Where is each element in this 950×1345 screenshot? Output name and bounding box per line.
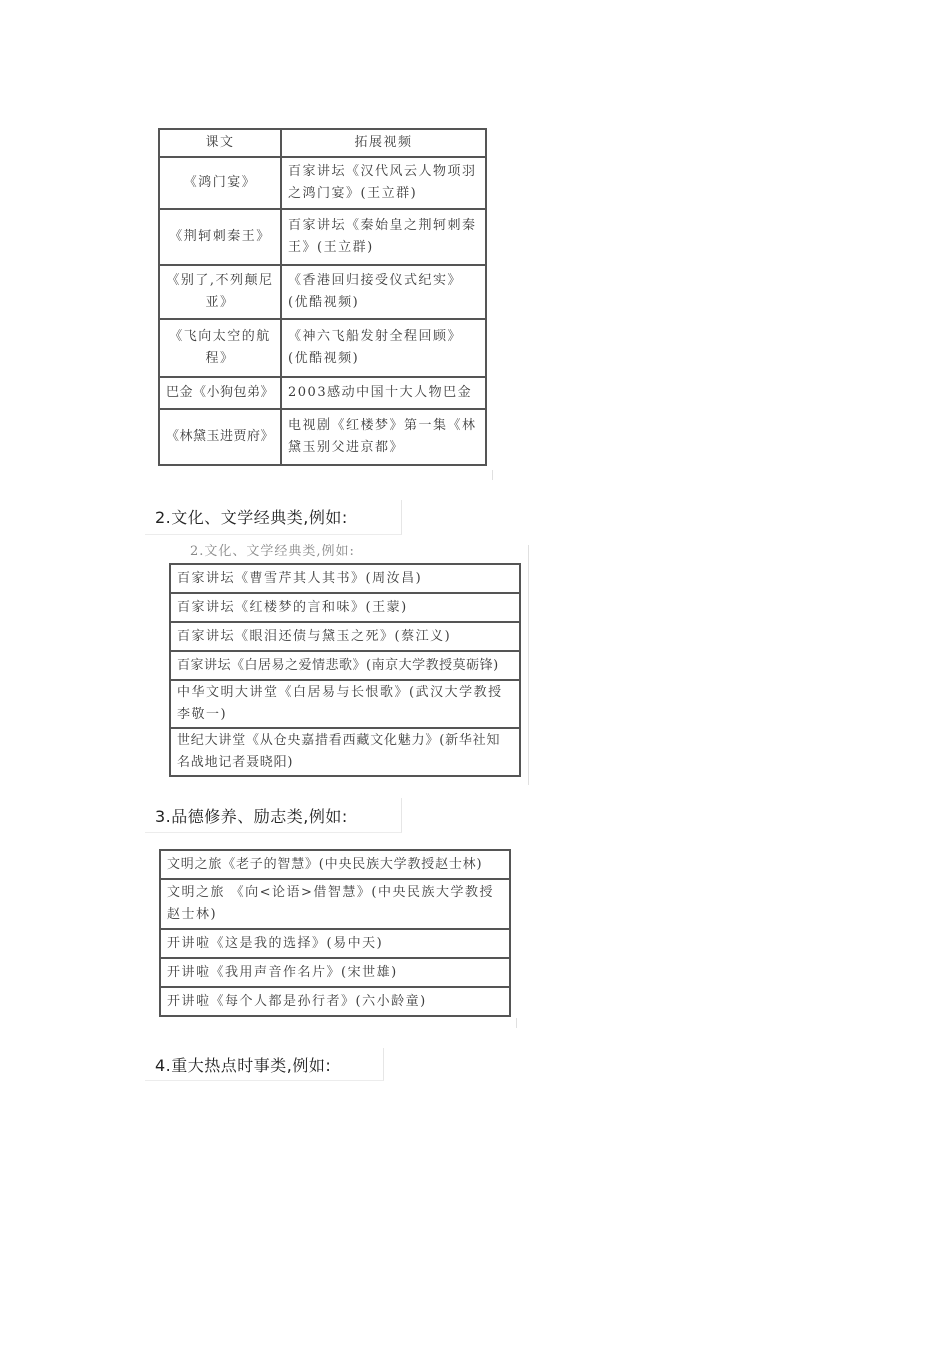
video-cell: 百家讲坛《曹雪芹其人其书》(周汝昌) xyxy=(170,564,520,593)
lesson-cell: 《荆轲刺秦王》 xyxy=(159,209,281,265)
table-row xyxy=(159,209,486,265)
video-cell: 百家讲坛《汉代风云人物项羽之鸿门宴》(王立群) xyxy=(281,157,486,209)
table-row xyxy=(170,680,520,728)
table-row xyxy=(170,622,520,651)
table-row xyxy=(170,593,520,622)
divider xyxy=(516,1018,517,1028)
video-cell: 百家讲坛《眼泪还债与黛玉之死》(蔡江义) xyxy=(170,622,520,651)
culture-video-table xyxy=(169,563,521,777)
section-heading-current-events: 4.重大热点时事类,例如: xyxy=(155,1056,332,1075)
column-header-lesson: 课文 xyxy=(159,129,281,157)
video-cell: 《神六飞船发射全程回顾》(优酷视频) xyxy=(281,319,486,377)
table-row xyxy=(159,377,486,409)
table-row xyxy=(170,564,520,593)
lesson-video-table xyxy=(158,128,487,466)
video-cell: 百家讲坛《秦始皇之荆轲刺秦王》(王立群) xyxy=(281,209,486,265)
video-cell: 《香港回归接受仪式纪实》(优酷视频) xyxy=(281,265,486,319)
video-cell: 世纪大讲堂《从仓央嘉措看西藏文化魅力》(新华社知名战地记者聂晓阳) xyxy=(170,728,520,776)
video-cell: 百家讲坛《白居易之爱情悲歌》(南京大学教授莫砺锋) xyxy=(170,651,520,680)
divider xyxy=(528,545,529,785)
video-cell: 开讲啦《我用声音作名片》(宋世雄) xyxy=(160,958,510,987)
video-cell: 2003感动中国十大人物巴金 xyxy=(281,377,486,409)
table-row xyxy=(160,987,510,1016)
section-heading-culture: 2.文化、文学经典类,例如: xyxy=(155,508,348,527)
video-cell: 百家讲坛《红楼梦的言和味》(王蒙) xyxy=(170,593,520,622)
lesson-cell: 《鸿门宴》 xyxy=(159,157,281,209)
table-row xyxy=(160,958,510,987)
table-row xyxy=(159,409,486,465)
video-cell: 文明之旅 《向<论语>借智慧》(中央民族大学教授赵士林) xyxy=(160,879,510,929)
table-row xyxy=(170,651,520,680)
column-header-video: 拓展视频 xyxy=(281,129,486,157)
section-heading-character: 3.品德修养、励志类,例如: xyxy=(155,807,348,826)
table-row xyxy=(160,850,510,879)
video-cell: 文明之旅《老子的智慧》(中央民族大学教授赵士林) xyxy=(160,850,510,879)
lesson-cell: 巴金《小狗包弟》 xyxy=(159,377,281,409)
lesson-cell: 《别了,不列颠尼亚》 xyxy=(159,265,281,319)
divider xyxy=(492,470,493,480)
lesson-cell: 《飞向太空的航程》 xyxy=(159,319,281,377)
table-row xyxy=(160,879,510,929)
table-row xyxy=(170,728,520,776)
table-row xyxy=(159,265,486,319)
video-cell: 电视剧《红楼梦》第一集《林黛玉别父进京都》 xyxy=(281,409,486,465)
video-cell: 开讲啦《每个人都是孙行者》(六小龄童) xyxy=(160,987,510,1016)
video-cell: 开讲啦《这是我的选择》(易中天) xyxy=(160,929,510,958)
table-row xyxy=(160,929,510,958)
table-row xyxy=(159,157,486,209)
character-video-table xyxy=(159,849,511,1017)
table-row xyxy=(159,319,486,377)
table-header-row xyxy=(159,129,486,157)
lesson-cell: 《林黛玉进贾府》 xyxy=(159,409,281,465)
video-cell: 中华文明大讲堂《白居易与长恨歌》(武汉大学教授李敬一) xyxy=(170,680,520,728)
table-caption: 2.文化、文学经典类,例如: xyxy=(190,544,355,559)
